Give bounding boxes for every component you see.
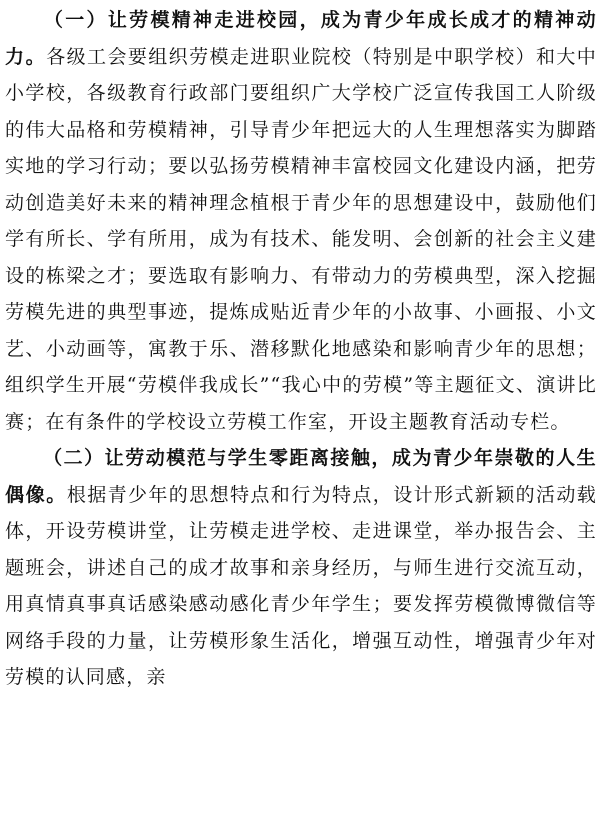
paragraph-2-body: 根据青少年的思想特点和行为特点，设计形式新颖的活动载体，开设劳模讲堂，让劳模走进学校、走进课堂，举办报告会、主题班会，讲述自己的成才故事和亲身经历，与师生进行交流互动，用真情真事真话感染感动感化青少年学生；要发挥劳模微博微信等网络手段的力量，让劳模形象生活化，增强互动性，增强青少年对劳模的认同感，亲: [5, 483, 598, 688]
paragraph-1-body: 各级工会要组织劳模走进职业院校（特别是中职学校）和大中小学校，各级教育行政部门要组织广大学校广泛宣传我国工人阶级的伟大品格和劳模精神，引导青少年把远大的人生理想落实为脚踏实地的学习行动；要以弘扬劳模精神丰富校园文化建设内涵，把劳动创造美好未来的精神理念植根于青少年的思想建设中，鼓励他们学有所长、学有所用，成为有技术、能发明、会创新的社会主义建设的栋梁之才；要选取有影响力、有带动力的劳模典型，深入挖掘劳模先进的典型事迹，提炼成贴近青少年的小故事、小画报、小文艺、小动画等，寓教于乐、潜移默化地感染和影响青少年的思想；组织学生开展“劳模伴我成长”“我心中的劳模”等主题征文、演讲比赛；在有条件的学校设立劳模工作室，开设主题教育活动专栏。: [5, 45, 597, 433]
paragraph-2-heading: （二）让劳动模范与学生零距离接触，成为青少年崇敬的人生偶像。: [5, 447, 597, 506]
paragraph-1-heading: （一）让劳模精神走进校园，成为青少年成长成才的精神动力。: [5, 9, 597, 68]
paragraph-2: [5, 440, 597, 696]
paragraph-1: [5, 2, 597, 440]
